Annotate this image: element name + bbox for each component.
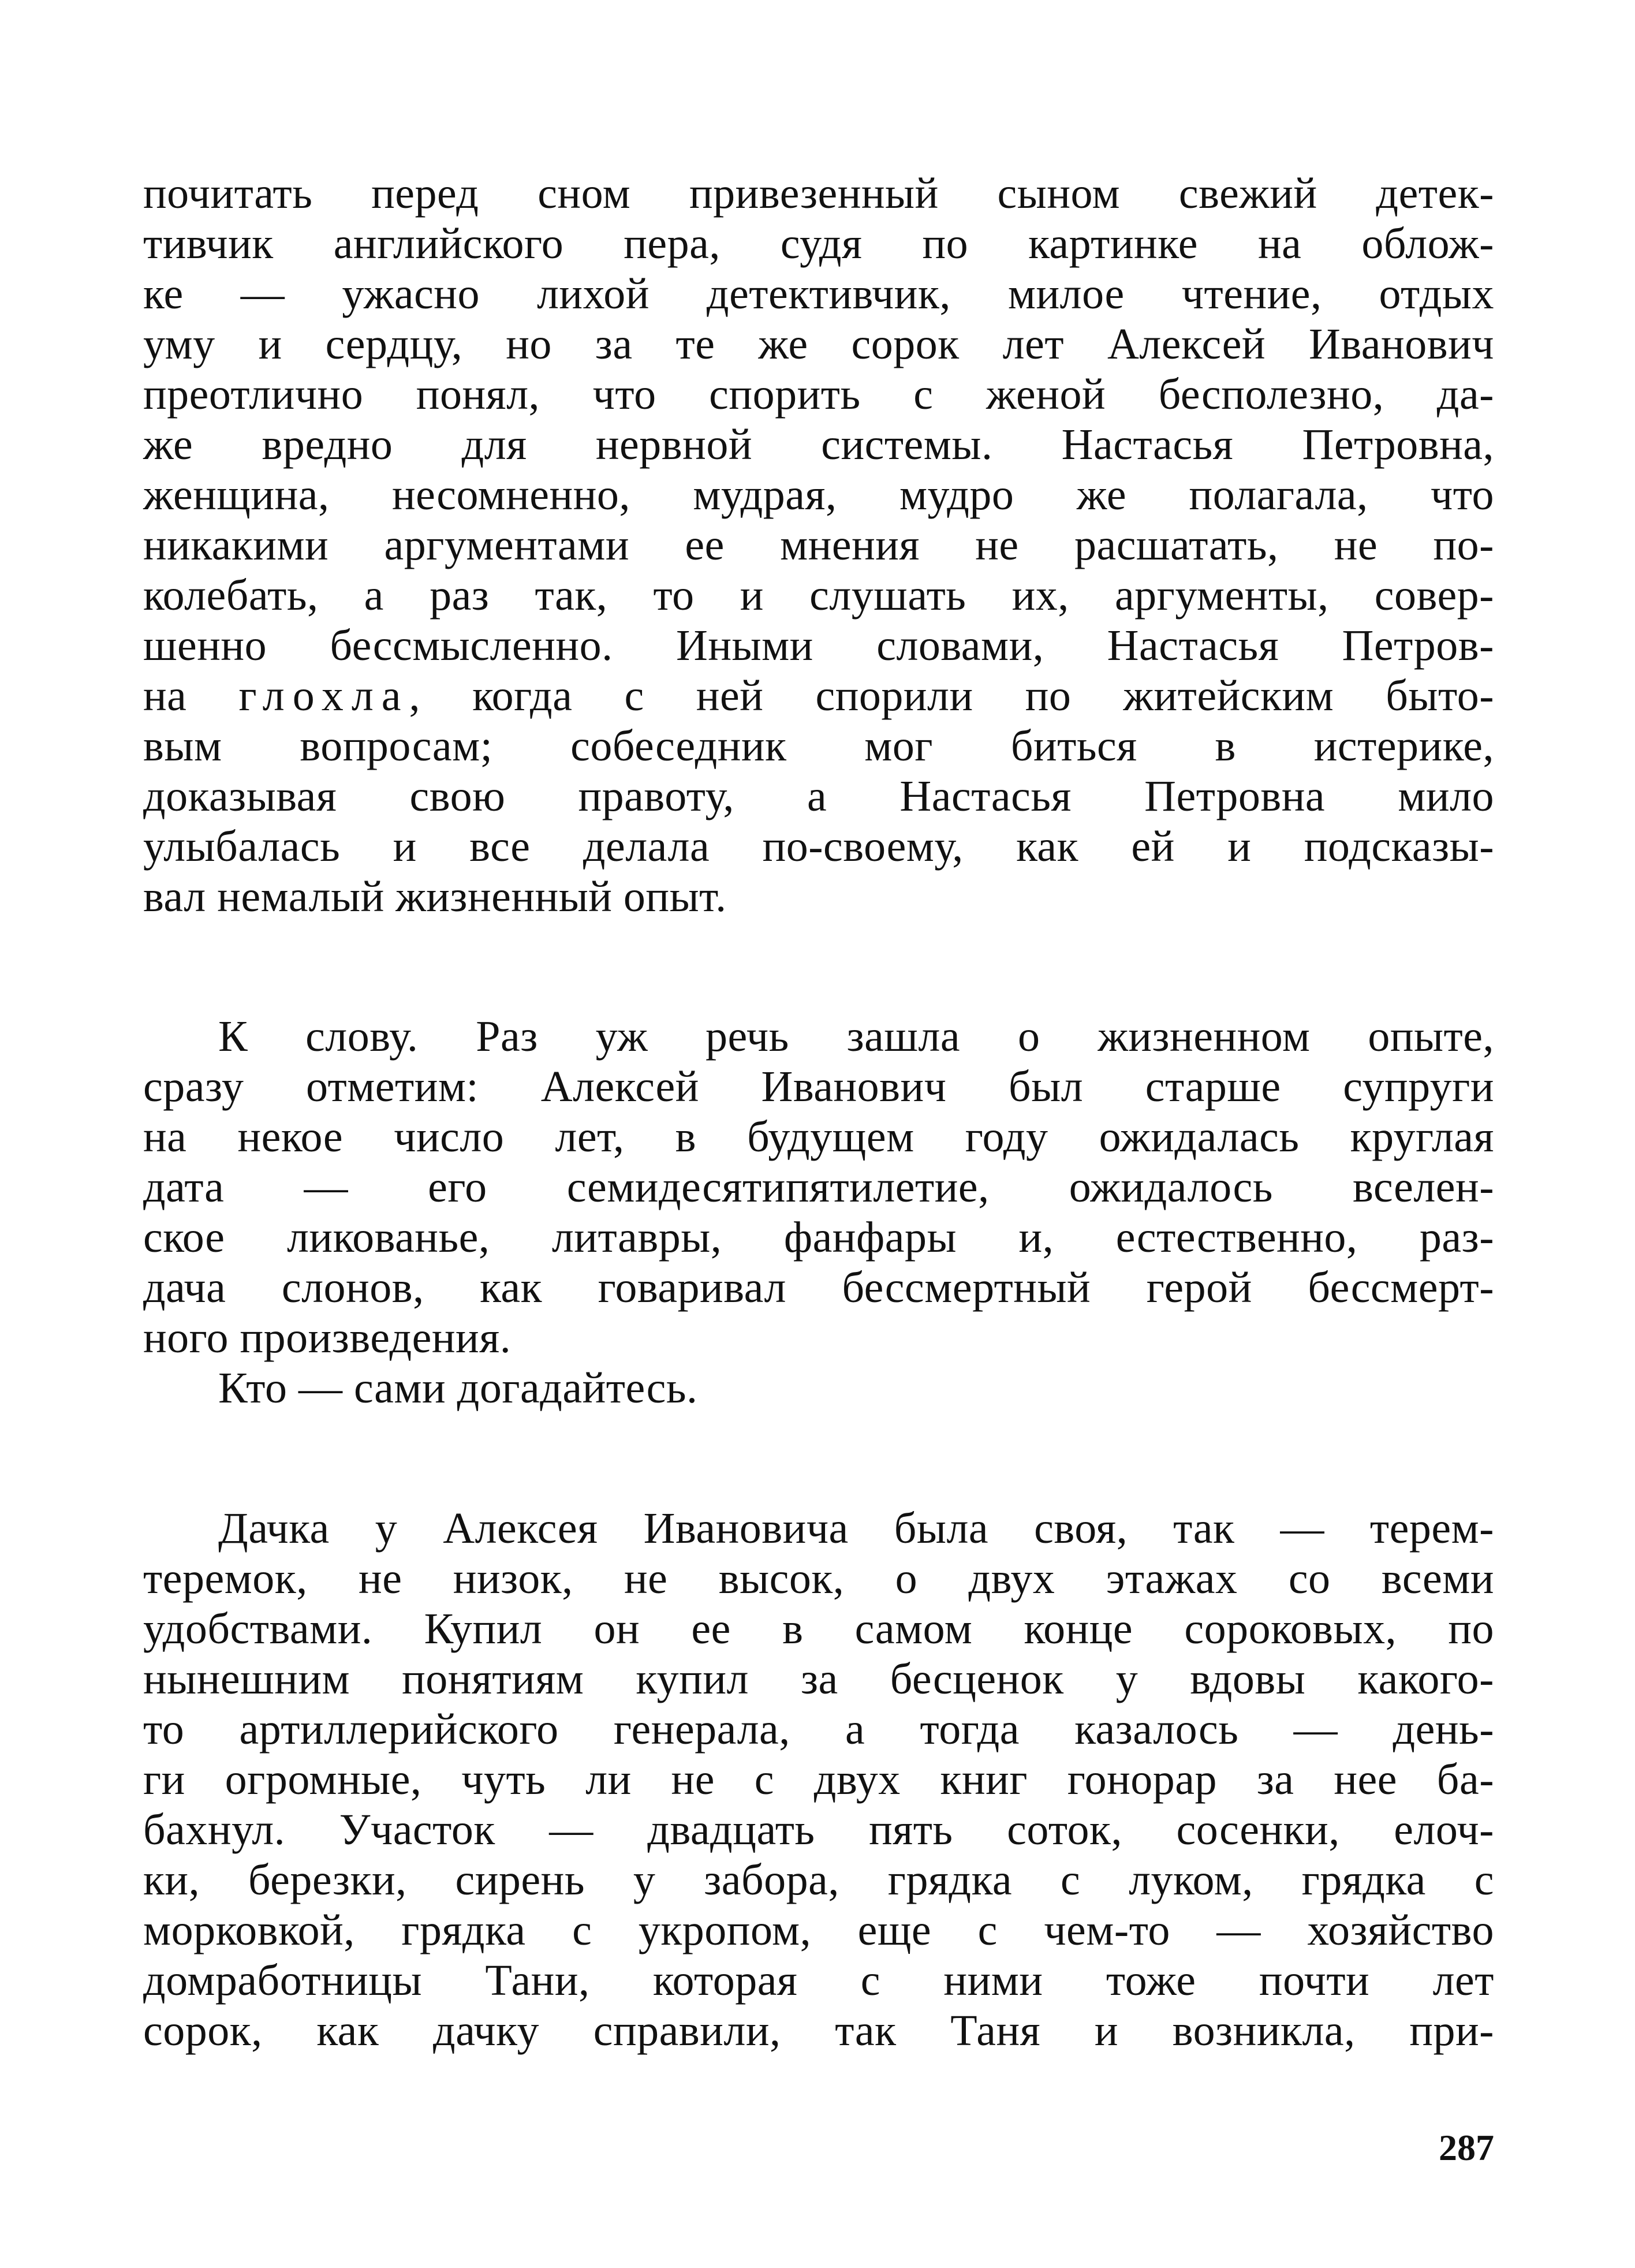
text-line: то артиллерийского генерала, а тогда казалось — день-	[143, 1705, 1494, 1754]
text-line: вал немалый жизненный опыт.	[143, 872, 727, 921]
text-line: дата — его семидесятипятилетие, ожидалось вселен-	[143, 1163, 1494, 1211]
text-line: тивчик английского пера, судя по картинке на облож-	[143, 219, 1494, 268]
text-line: сорок, как дачку справили, так Таня и возникла, при-	[143, 2006, 1494, 2055]
text-line: ки, березки, сирень у забора, грядка с луком, грядка с	[143, 1856, 1494, 1904]
text-line: домработницы Тани, которая с ними тоже почти лет	[143, 1956, 1494, 2005]
text-line: доказывая свою правоту, а Настасья Петровна мило	[143, 772, 1494, 820]
text-line: теремок, не низок, не высок, о двух этажах со всеми	[143, 1554, 1494, 1603]
text-line: шенно бессмысленно. Иными словами, Настасья Петров-	[143, 621, 1494, 670]
text-line: почитать перед сном привезенный сыном свежий детек-	[143, 169, 1494, 218]
paragraph-dacha	[143, 1504, 1494, 2056]
text-line: дача слонов, как говаривал бессмертный герой бессмерт-	[143, 1263, 1494, 1312]
text-line: вым вопросам; собеседник мог биться в истерике,	[143, 722, 1494, 770]
text-line: же вредно для нервной системы. Настасья Петровна,	[143, 420, 1494, 469]
text-line: Кто — сами догадайтесь.	[218, 1364, 698, 1412]
text-line: преотлично понял, что спорить с женой бесполезно, да-	[143, 370, 1494, 419]
text-line: ке — ужасно лихой детективчик, милое чтение, отдых	[143, 270, 1494, 318]
text-line: ги огромные, чуть ли не с двух книг гонорар за нее ба-	[143, 1755, 1494, 1804]
text-line: колебать, а раз так, то и слушать их, аргументы, совер-	[143, 571, 1494, 620]
text-line: бахнул. Участок — двадцать пять соток, сосенки, елоч-	[143, 1806, 1494, 1854]
emphasized-word: глохла	[238, 672, 409, 720]
text-line: морковкой, грядка с укропом, еще с чем-то — хозяйство	[143, 1906, 1494, 1954]
text-line: сразу отметим: Алексей Иванович был старше супруги	[143, 1062, 1494, 1111]
text-line: женщина, несомненно, мудрая, мудро же полагала, что	[143, 471, 1494, 519]
text-line: ское ликованье, литавры, фанфары и, естественно, раз-	[143, 1213, 1494, 1262]
text-line: Дачка у Алексея Ивановича была своя, так — терем-	[218, 1504, 1494, 1553]
text-line: улыбалась и все делала по-своему, как ей и подсказы-	[143, 822, 1494, 871]
text-line: никакими аргументами ее мнения не расшатать, не по-	[143, 521, 1494, 569]
page-number: 287	[1439, 2127, 1494, 2168]
text-line: нынешним понятиям купил за бесценок у вдовы какого-	[143, 1655, 1494, 1703]
paragraph-life-experience	[143, 1012, 1494, 1413]
text-line: на некое число лет, в будущем году ожидалась круглая	[143, 1113, 1494, 1161]
text-line: уму и сердцу, но за те же сорок лет Алексей Иванович	[143, 320, 1494, 368]
text-line: К слову. Раз уж речь зашла о жизненном опыте,	[218, 1012, 1494, 1061]
text-line: на глохла, когда с ней спорили по житейским быто-	[143, 672, 1494, 720]
paragraph-detective	[143, 169, 1494, 922]
text-line: удобствами. Купил он ее в самом конце сороковых, по	[143, 1605, 1494, 1653]
text-line: ного произведения.	[143, 1314, 512, 1362]
